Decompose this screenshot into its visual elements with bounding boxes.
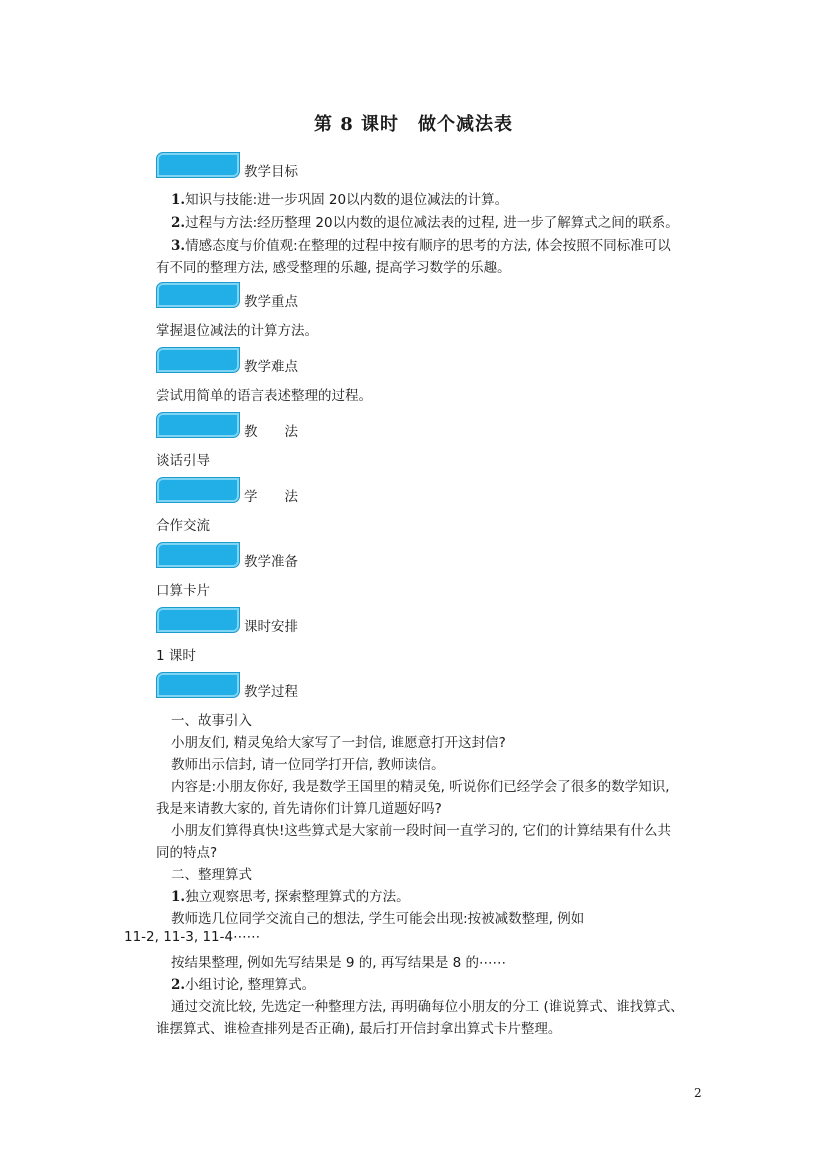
process-line: 内容是:小朋友你好, 我是数学王国里的精灵兔, 听说你们已经学会了很多的数学知识, (171, 779, 670, 795)
goal-line-3-cont: 有不同的整理方法, 感受整理的乐趣, 提高学习数学的乐趣。 (156, 260, 511, 276)
section-label: 教学过程 (244, 684, 298, 700)
difficulty-text: 尝试用简单的语言表述整理的过程。 (156, 388, 372, 404)
process-line: 教师选几位同学交流自己的想法, 学生可能会出现:按被减数整理, 例如 (171, 911, 585, 927)
section-label: 教学重点 (244, 294, 298, 310)
process-line: 我是来请教大家的, 首先请你们计算几道题好吗? (156, 801, 442, 817)
process-line: 11-2, 11-3, 11-4⋯⋯ (124, 929, 261, 945)
section-badge (156, 607, 240, 633)
schedule-text: 1 课时 (156, 648, 196, 664)
study-text: 合作交流 (156, 518, 210, 534)
section-badge (156, 672, 240, 698)
prep-text: 口算卡片 (156, 583, 210, 599)
process-line: 同的特点? (156, 845, 218, 861)
process-line: 教师出示信封, 请一位同学打开信, 教师读信。 (171, 757, 445, 773)
method-text: 谈话引导 (156, 453, 210, 469)
section-badge (156, 282, 240, 308)
section-label: 教学目标 (244, 164, 298, 180)
process-line: 1.独立观察思考, 探索整理算式的方法。 (171, 889, 410, 905)
section-label: 教学准备 (244, 554, 298, 570)
section-label: 教学难点 (244, 359, 298, 375)
page-title: 第 8 课时 做个减法表 (313, 114, 514, 135)
section-label: 教 法 (244, 424, 298, 440)
process-line: 二、整理算式 (171, 867, 252, 883)
keypoint-text: 掌握退位减法的计算方法。 (156, 323, 318, 339)
goal-line-2: 2.过程与方法:经历整理 20以内数的退位减法表的过程, 进一步了解算式之间的联系。 (171, 215, 679, 231)
section-label: 课时安排 (244, 619, 298, 635)
section-badge (156, 477, 240, 503)
page-number: 2 (694, 1086, 702, 1100)
section-badge (156, 412, 240, 438)
process-line: 一、故事引入 (171, 713, 252, 729)
goal-line-3: 3.情感态度与价值观:在整理的过程中按有顺序的思考的方法, 体会按照不同标准可以 (171, 238, 671, 254)
process-line: 谁摆算式、谁检查排列是否正确), 最后打开信封拿出算式卡片整理。 (156, 1021, 562, 1037)
process-line: 小朋友们算得真快!这些算式是大家前一段时间一直学习的, 它们的计算结果有什么共 (171, 823, 671, 839)
section-badge (156, 152, 240, 178)
section-badge (156, 542, 240, 568)
section-label: 学 法 (244, 489, 298, 505)
process-line: 按结果整理, 例如先写结果是 9 的, 再写结果是 8 的⋯⋯ (171, 955, 507, 971)
process-line: 通过交流比较, 先选定一种整理方法, 再明确每位小朋友的分工 (谁说算式、谁找算式、 (171, 999, 684, 1015)
section-badge (156, 347, 240, 373)
process-line: 2.小组讨论, 整理算式。 (171, 977, 316, 993)
goal-line-1: 1.知识与技能:进一步巩固 20以内数的退位减法的计算。 (171, 192, 509, 208)
process-line: 小朋友们, 精灵兔给大家写了一封信, 谁愿意打开这封信? (171, 735, 506, 751)
